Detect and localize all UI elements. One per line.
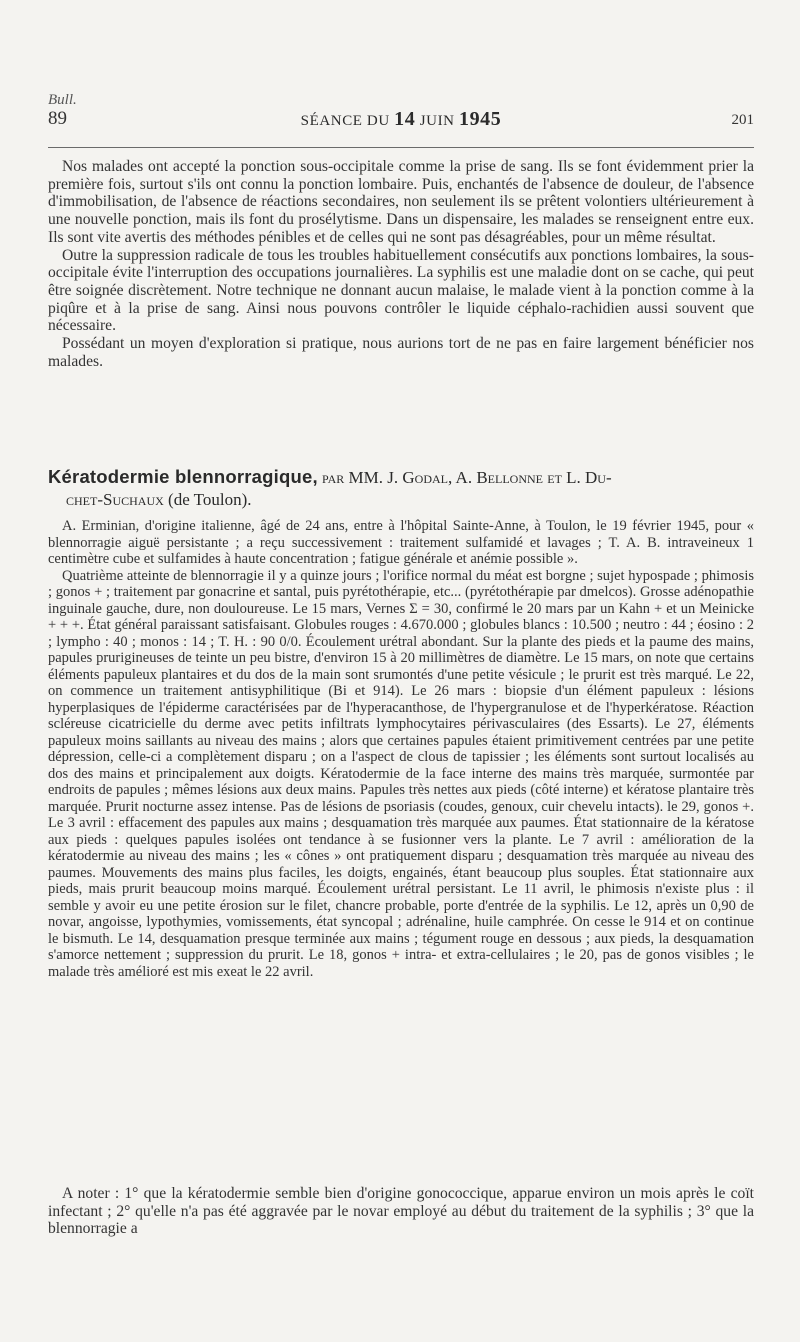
article-affiliation: (de Toulon). [168,490,252,509]
running-head [48,108,754,131]
article-title-block [48,466,754,511]
article-authors: par MM. J. Godal, A. Bellonne et L. Du- [322,468,612,487]
article-authors-continued: chet-Suchaux [66,490,164,509]
header-rule [48,147,754,148]
folio-left: 89 [48,108,67,129]
top-paragraph: Nos malades ont accepté la ponction sous-occipitale comme la prise de sang. Ils se font évidemment prier la première fois, surtout s'ils ont connu la ponction lombaire. Puis, enchantés de l'absence de douleur, de l'absence d'immobilisation, de l'absence de réactions secondaires, non seulement ils se prêtent volontiers ultérieurement à une nouvelle ponction, mais ils font du prosélytisme. Dans un dispensaire, les malades se renseignent entre eux. Ils sont vite avertis des méthodes pénibles et de celles qui ne sont pas désagréables, pour un même résultat. [48,158,754,246]
running-head-month: JUIN [419,113,455,129]
page-header [48,108,754,138]
library-mark: Bull. [48,92,77,108]
case-report [48,518,754,980]
folio-right: 201 [731,112,754,128]
top-paragraph: Outre la suppression radicale de tous les troubles habituellement consécutifs aux ponctions lombaires, la sous-occipitale évite l'interruption des occupations journalières. La syphilis est une maladie dont on se cache, qui peut être soignée discrètement. Notre technique ne donnant aucun malaise, le malade vient à la ponction comme à la piqûre et à la prise de sang. Ainsi nous pouvons contrôler le liquide céphalo-rachidien aussi souvent que nécessaire. [48,246,754,335]
case-paragraph: A. Erminian, d'origine italienne, âgé de 24 ans, entre à l'hôpital Sainte-Anne, à Toulon, le 19 février 1945, pour « blennorragie aiguë persistante ; a reçu successivement : traitement sulfamidé et lavages ; T. A. B. intraveineux 1 centimètre cube et sulfamides à haute concentration ; fatigue générale et anémie possible ». [48,518,754,567]
closing-paragraph: A noter : 1° que la kératodermie semble bien d'origine gonococcique, apparue environ un mois après le coït infectant ; 2° qu'elle n'a pas été aggravée par le novar employé au début du traitement de la syphilis ; 3° que la blennorragie a [48,1185,754,1238]
article-title: Kératodermie blennorragique, [48,466,318,487]
top-section [48,158,754,370]
closing-section [48,1185,754,1238]
top-paragraph: Possédant un moyen d'exploration si pratique, nous aurions tort de ne pas en faire largement bénéficier nos malades. [48,335,754,370]
running-head-prefix: SÉANCE DU [300,113,390,129]
running-head-day: 14 [394,108,416,130]
case-paragraph: Quatrième atteinte de blennorragie il y a quinze jours ; l'orifice normal du méat est borgne ; sujet hypospade ; phimosis ; gonos + ; traitement par gonacrine et santal, puis pyrétothérapie, etc... (pyrétothérapie par dmelcos). Grosse adénopathie inguinale gauche, dure, non douloureuse. Le 15 mars, Vernes Σ = 30, confirmé le 20 mars par un Kahn + et un Meinicke + + +. État général paraissant satisfaisant. Globules rouges : 4.670.000 ; globules blancs : 10.500 ; neutro : 44 ; éosino : 2 ; lympho : 40 ; monos : 14 ; T. H. : 90 0/0. Écoulement urétral abondant. Sur la plante des pieds et la paume des mains, papules prurigineuses de teinte un peu bistre, d'environ 15 à 20 millimètres de diamètre. Le 15 mars, on note que certains éléments papuleux plantaires et du dos de la main sont srumontés d'une petite vésicule ; le prurit est très marqué. Le 22, on commence un traitement antisyphilitique (Bi et 914). Le 26 mars : biopsie d'un élément papuleux : lésions hyperplasiques de l'épiderme caractérisées par de l'hyperacanthose, de l'hypergranulose et de l'hyperkératose. Réaction scléreuse cicatricielle du derme avec petits infiltrats lymphocytaires périvasculaires (des Essarts). Le 27, éléments papuleux moins saillants au niveau des mains ; alors que certaines papules étaient primitivement centrées par une petite dépression, celle-ci a complètement disparu ; on a l'aspect de clous de tapissier ; les éléments sont surtout localisés au dos des mains et principalement aux doigts. Kératodermie de la face interne des mains très marquée, surmontée par endroits de papules ; mêmes lésions aux deux mains. Papules très nettes aux pieds (côté interne) et kératose plantaire très marquée. Prurit nocturne assez intense. Pas de lésions de psoriasis (coudes, genoux, cuir chevelu intacts). le 29, gonos +. Le 3 avril : effacement des papules aux mains ; desquamation très marquée aux paumes. État stationnaire de la kératose aux pieds : quelques papules isolées ont tendance à se fusionner vers la plante. Le 7 avril : amélioration de la kératodermie au niveau des mains ; les « cônes » ont pratiquement disparu ; desquamation très marquée au niveau des paumes. Mouvements des mains plus faciles, les doigts, engainés, étant beaucoup plus souples. État stationnaire aux pieds, mais prurit beaucoup moins marqué. Écoulement urétral persistant. Le 11 avril, le phimosis n'existe plus : il semble y avoir eu une petite érosion sur le filet, chancre probable, porte d'entrée de la syphilis. Le 12, après un 0,90 de novar, angoisse, lypothymies, vomissements, état syncopal ; adrénaline, huile camphrée. On cesse le 914 et on continue le bismuth. Le 14, desquamation presque terminée aux mains ; tégument rouge en dessous ; aux pieds, la desquamation s'amorce nettement ; suppression du prurit. Le 18, gonos + intra- et extra-cellulaires ; le 20, pas de gonos visibles ; le malade très amélioré est mis exeat le 22 avril. [48,567,754,980]
running-head-year: 1945 [458,108,502,130]
